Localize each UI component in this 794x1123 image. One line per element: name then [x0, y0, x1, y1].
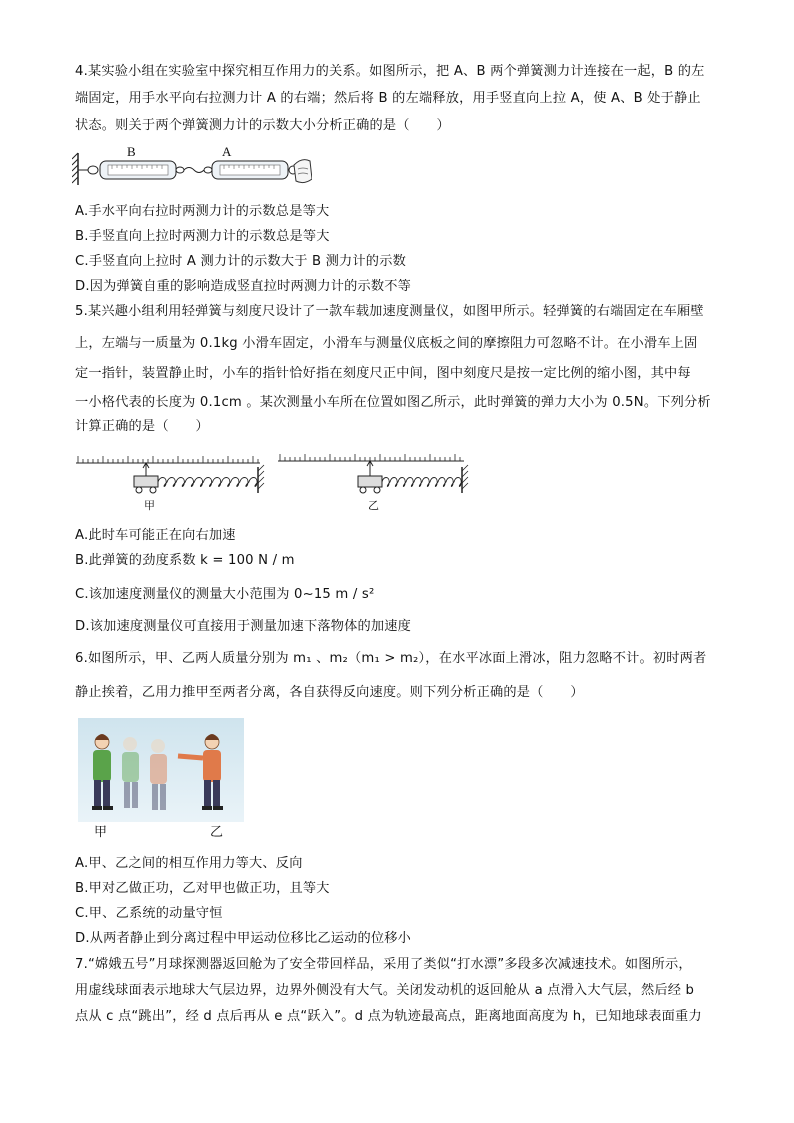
- q4-option-d: D.因为弹簧自重的影响造成竖直拉时两测力计的示数不等: [75, 279, 412, 294]
- q4-stem-line-2: 端固定，用手水平向右拉测力计 A 的右端；然后将 B 的左端释放，用手竖直向上拉 A，使 A、B 处于静止: [75, 91, 701, 106]
- q7-stem-line-2: 用虚线球面表示地球大气层边界，边界外侧没有大气。关闭发动机的返回舱从 a 点滑入大气层，然后经 b: [75, 983, 695, 998]
- q4-option-a: A.手水平向右拉时两测力计的示数总是等大: [75, 204, 330, 219]
- q4-label-a: A: [222, 144, 232, 159]
- q5-stem-line-3: 定一指针，装置静止时，小车的指针恰好指在刻度尺正中间，图中刻度尺是按一定比例的缩小图，其中每: [75, 366, 691, 381]
- q6-option-b: B.甲对乙做正功，乙对甲也做正功，且等大: [75, 881, 330, 896]
- q6-label-jia: 甲: [94, 824, 108, 839]
- q5-option-d: D.该加速度测量仪可直接用于测量加速下落物体的加速度: [75, 619, 412, 634]
- q6-option-d: D.从两者静止到分离过程中甲运动位移比乙运动的位移小: [75, 931, 412, 946]
- q5-option-c: C.该加速度测量仪的测量大小范围为 0~15 m / s²: [75, 587, 375, 602]
- q5-stem-line-5: 计算正确的是（ ）: [75, 419, 209, 434]
- q4-spring-scale-figure: [72, 141, 312, 193]
- q7-stem-line-3: 点从 c 点“跳出”，经 d 点后再从 e 点“跃入”。d 点为轨迹最高点，距离地面高度为 h，已知地球表面重力: [75, 1009, 702, 1024]
- q6-option-c: C.甲、乙系统的动量守恒: [75, 906, 223, 921]
- q6-option-a: A.甲、乙之间的相互作用力等大、反向: [75, 856, 303, 871]
- q5-stem-line-1: 5.某兴趣小组利用轻弹簧与刻度尺设计了一款车载加速度测量仪，如图甲所示。轻弹簧的右端固定在车厢壁: [75, 304, 704, 319]
- q5-stem-line-4: 一小格代表的长度为 0.1cm 。某次测量小车所在位置如图乙所示，此时弹簧的弹力大小为 0.5N。下列分析: [75, 395, 711, 410]
- q6-stem-line-2: 静止挨着，乙用力推甲至两者分离，各自获得反向速度。则下列分析正确的是（ ）: [75, 685, 584, 700]
- q4-option-b: B.手竖直向上拉时两测力计的示数总是等大: [75, 229, 330, 244]
- q6-skaters-photo: [78, 718, 244, 840]
- q5-accelerometer-figure: [72, 449, 472, 511]
- q4-label-b: B: [127, 144, 136, 159]
- q4-stem-line-3: 状态。则关于两个弹簧测力计的示数大小分析正确的是（ ）: [75, 118, 450, 133]
- q6-label-yi: 乙: [210, 824, 224, 839]
- q7-stem-line-1: 7.“嫦娥五号”月球探测器返回舱为了安全带回样品，采用了类似“打水漂”多段多次减速技术。如图所示，: [75, 957, 692, 972]
- q5-label-yi: 乙: [368, 500, 379, 511]
- q6-stem-line-1: 6.如图所示，甲、乙两人质量分别为 m₁ 、m₂（m₁ > m₂），在水平冰面上滑冰，阻力忽略不计。初时两者: [75, 651, 707, 666]
- q5-option-b: B.此弹簧的劲度系数 k = 100 N / m: [75, 553, 295, 568]
- q5-label-jia: 甲: [144, 500, 155, 511]
- q4-option-c: C.手竖直向上拉时 A 测力计的示数大于 B 测力计的示数: [75, 254, 406, 269]
- q5-option-a: A.此时车可能正在向右加速: [75, 528, 236, 543]
- q4-stem-line-1: 4.某实验小组在实验室中探究相互作用力的关系。如图所示，把 A、B 两个弹簧测力计连接在一起，B 的左: [75, 64, 705, 79]
- q5-stem-line-2: 上，左端与一质量为 0.1kg 小滑车固定，小滑车与测量仪底板之间的摩擦阻力可忽略不计。在小滑车上固: [75, 336, 698, 351]
